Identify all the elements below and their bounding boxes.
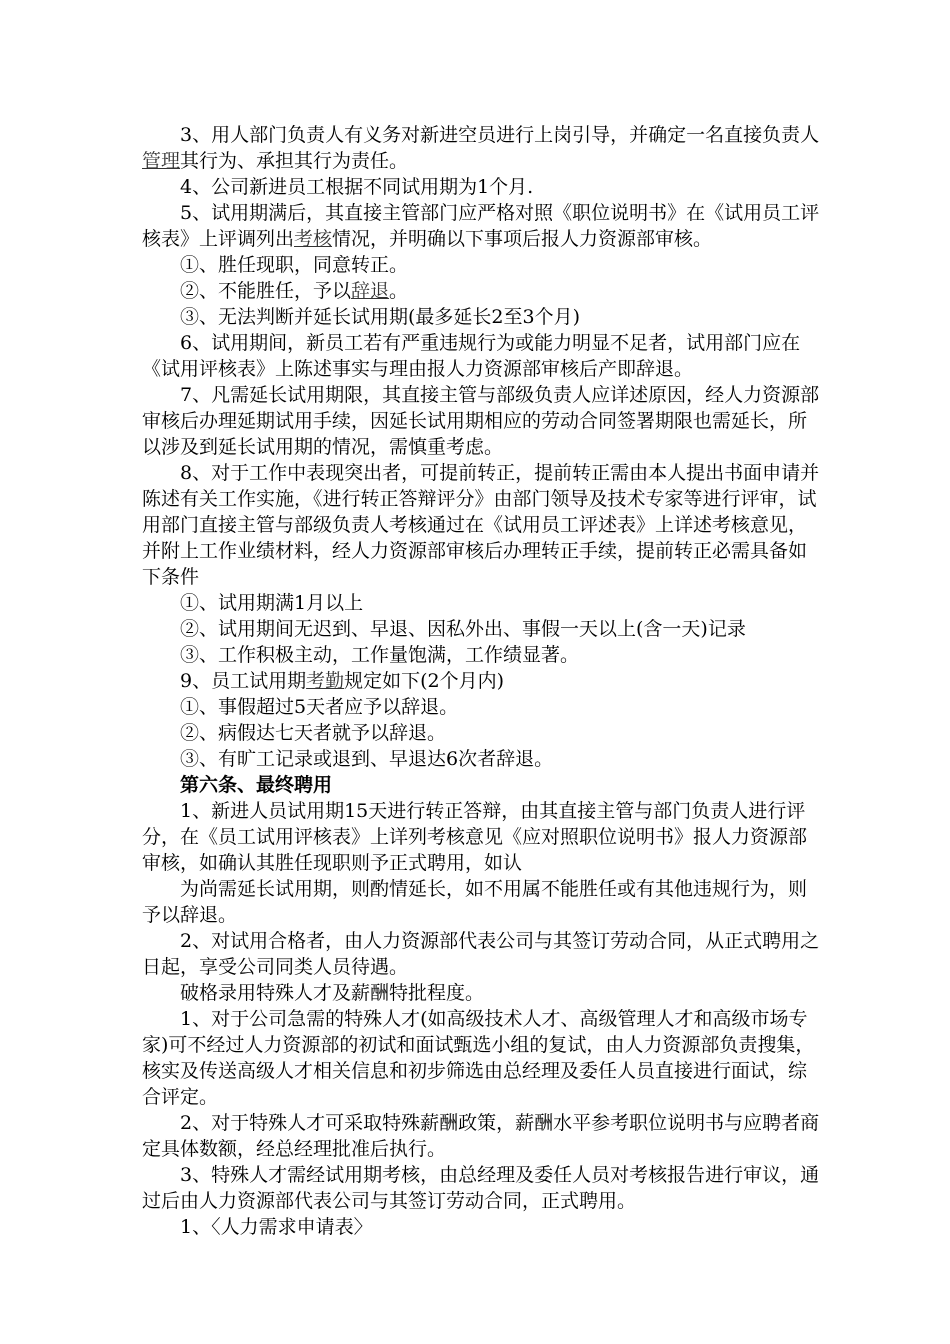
condition-1: ①、试用期满1月以上 xyxy=(180,592,364,614)
list-item-2 xyxy=(142,278,822,304)
special-talent-title: 破格录用特殊人才及薪酬特批程度。 xyxy=(180,982,485,1004)
attendance-rule-2: ②、病假达七天者就予以辞退。 xyxy=(180,722,447,744)
attendance-rule-3: ③、有旷工记录或退到、早退达6次者辞退。 xyxy=(180,748,554,770)
paragraph-text: 9、员工试用期 xyxy=(180,670,307,692)
paragraph-8: 8、对于工作中表现突出者，可提前转正，提前转正需由本人提出书面申请并陈述有关工作实施，《进行转正答辩评分》由部门领导及技术专家等进行评审，试用部门直接主管与部级负责人考核通过在《试用员工评述表》上详述考核意见，并附上工作业绩材料，经人力资源部审核后办理转正手续，提前转正必需具备如下条件 xyxy=(142,462,820,588)
paragraph-text: 5、试用期满后，其直接主管部门应严格对照《职位说明书》在《试用员工评核表》上评调列出 xyxy=(142,202,820,250)
paragraph-6: 6、试用期间，新员工若有严重违规行为或能力明显不足者，试用部门应在《试用评核表》上陈述事实与理由报人力资源部审核后产即辞退。 xyxy=(142,332,801,380)
final-hire-paragraph-2: 2、对试用合格者，由人力资源部代表公司与其签订劳动合同，从正式聘用之日起，享受公司同类人员待遇。 xyxy=(142,930,820,978)
paragraph-7: 7、凡需延长试用期限，其直接主管与部级负责人应详述原因，经人力资源部审核后办理延期试用手续，因延长试用期相应的劳动合同签署期限也需延长，所以涉及到延长试用期的情况，需慎重考虑。 xyxy=(142,384,820,458)
condition-3: ③、工作积极主动，工作量饱满，工作绩显著。 xyxy=(180,644,580,666)
special-talent-paragraph-1: 1、对于公司急需的特殊人才(如高级技术人才、高级管理人才和高级市场专家)可不经过人力资源部的初试和面试甄选小组的复试，由人力资源部负责搜集，核实及传送高级人才相关信息和初步筛选由总经理及委任人员直接进行面试，综合评定。 xyxy=(142,1008,815,1108)
attachment-item-1: 1、〈人力需求申请表〉 xyxy=(180,1216,373,1238)
link-guanli[interactable]: 管理 xyxy=(142,150,181,172)
link-citui[interactable]: 辞退 xyxy=(351,280,390,302)
special-talent-paragraph-2: 2、对于特殊人才可采取特殊薪酬政策，薪酬水平参考职位说明书与应聘者商定具体数额，经总经理批准后执行。 xyxy=(142,1112,820,1160)
link-kaohe[interactable]: 考核 xyxy=(294,228,333,250)
paragraph-3 xyxy=(142,122,822,174)
paragraph-text: 规定如下(2个月内) xyxy=(344,670,505,692)
condition-2: ②、试用期间无迟到、早退、因私外出、事假一天以上(含一天)记录 xyxy=(180,618,746,640)
list-item-3: ③、无法判断并延长试用期(最多延长2至3个月) xyxy=(180,306,581,328)
paragraph-text: ②、不能胜任，予以 xyxy=(180,280,352,302)
paragraph-4: 4、公司新进员工根据不同试用期为1个月. xyxy=(180,176,534,198)
section-heading-article-6: 第六条、最终聘用 xyxy=(180,774,333,796)
paragraph-text: 。 xyxy=(389,280,409,302)
paragraph-text: 情况，并明确以下事项后报人力资源部审核。 xyxy=(332,228,713,250)
paragraph-5 xyxy=(142,200,822,252)
attendance-rule-1: ①、事假超过5天者应予以辞退。 xyxy=(180,696,459,718)
document-body xyxy=(142,122,822,1240)
special-talent-paragraph-3: 3、特殊人才需经试用期考核，由总经理及委任人员对考核报告进行审议，通过后由人力资源部代表公司与其签订劳动合同，正式聘用。 xyxy=(142,1164,820,1212)
paragraph-text: 3、用人部门负责人有义务对新进空员进行上岗引导，并确定一名直接负责人 xyxy=(180,124,820,146)
list-item-1: ①、胜任现职，同意转正。 xyxy=(180,254,409,276)
link-kaoqin[interactable]: 考勤 xyxy=(306,670,345,692)
final-hire-paragraph-1: 1、新进人员试用期15天进行转正答辩，由其直接主管与部门负责人进行评分，在《员工试用评核表》上详列考核意见《应对照职位说明书》报人力资源部审核，如确认其胜任现职则予正式聘用，如认 xyxy=(142,800,808,874)
paragraph-9 xyxy=(142,668,822,694)
final-hire-paragraph-1-cont: 为尚需延长试用期，则酌情延长，如不用属不能胜任或有其他违规行为，则予以辞退。 xyxy=(142,878,808,926)
paragraph-text: 其行为、承担其行为责任。 xyxy=(180,150,409,172)
